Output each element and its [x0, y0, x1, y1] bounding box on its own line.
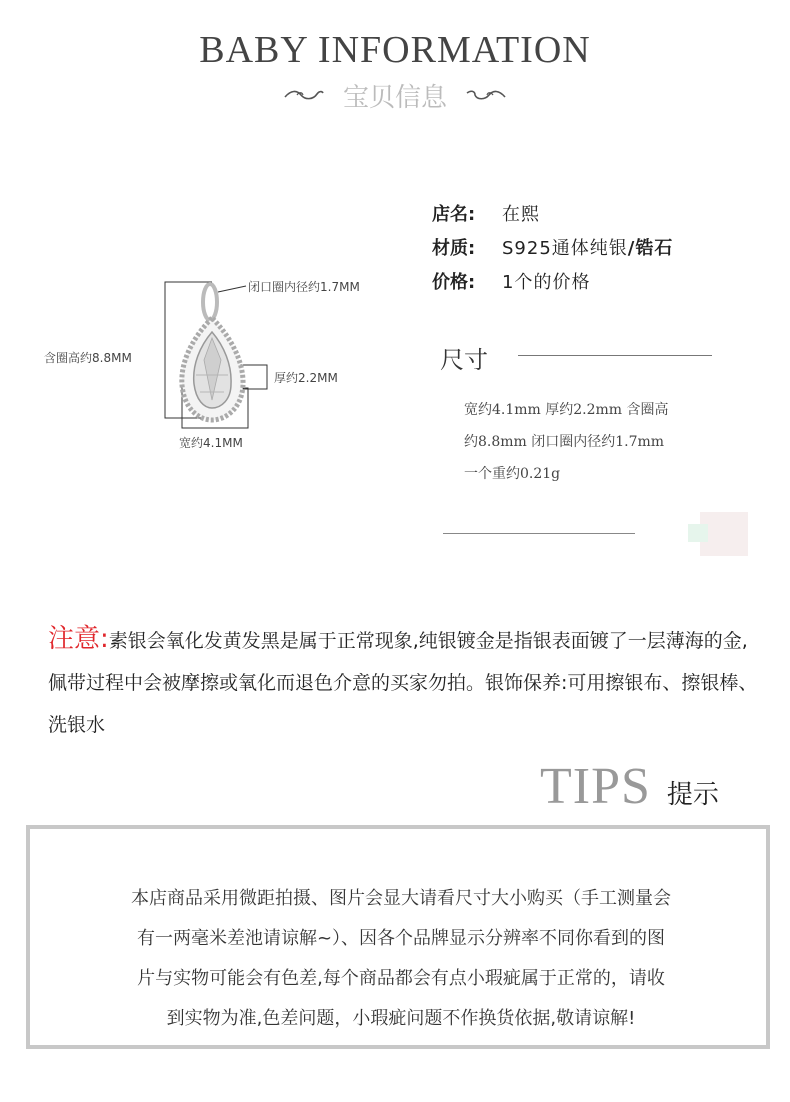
tips-line-1: 本店商品采用微距拍摄、图片会显大请看尺寸大小购买（手工测量会 — [131, 888, 671, 909]
tips-title: TIPS — [540, 758, 651, 815]
price-key: 价格: — [432, 272, 476, 293]
price-row — [432, 266, 673, 300]
shop-key: 店名: — [432, 204, 476, 225]
material-value-bold: /锆石 — [627, 238, 674, 259]
right-swirl-icon — [465, 88, 507, 102]
tips-line-4: 到实物为准,色差问题，小瑕疵问题不作换货依据,敬请谅解! — [166, 1008, 636, 1029]
size-line-2: 约8.8mm 闭口圈内径约1.7mm — [464, 434, 665, 450]
left-swirl-icon — [283, 88, 325, 102]
material-row — [432, 232, 673, 266]
subtitle-row — [0, 78, 790, 112]
size-heading: 尺寸 — [440, 346, 488, 374]
size-line-1: 宽约4.1mm 厚约2.2mm 含圈高 — [464, 402, 669, 418]
inner-diameter-label: 闭口圈内径约1.7MM — [248, 280, 360, 294]
size-details — [464, 394, 719, 490]
material-key: 材质: — [432, 238, 476, 259]
size-bottom-divider — [443, 533, 635, 534]
tips-line-3: 片与实物可能会有色差,每个商品都会有点小瑕疵属于正常的，请收 — [137, 968, 665, 989]
notice-label: 注意: — [48, 624, 109, 654]
page-title: BABY INFORMATION — [199, 29, 591, 71]
tips-text — [70, 879, 732, 1039]
shop-value: 在熙 — [502, 204, 540, 225]
width-label: 宽约4.1MM — [179, 436, 243, 450]
product-info — [432, 198, 673, 300]
tips-box — [26, 825, 770, 1049]
tips-title-cn: 提示 — [666, 780, 719, 810]
price-value: 1个的价格 — [502, 272, 591, 293]
material-value: S925通体纯银 — [502, 238, 628, 259]
notice-text: 素银会氧化发黄发黑是属于正常现象,纯银镀金是指银表面镀了一层薄海的金,佩带过程中会被摩擦或氧化而退色介意的买家勿拍。银饰保养:可用擦银布、擦银棒、洗银水 — [48, 630, 758, 736]
tips-line-2: 有一两毫米差池请谅解~）、因各个品牌显示分辨率不同你看到的图 — [136, 928, 666, 949]
thickness-label: 厚约2.2MM — [274, 371, 338, 385]
height-label: 含圈高约8.8MM — [44, 351, 132, 365]
shop-row — [432, 198, 673, 232]
tips-heading — [540, 757, 719, 816]
product-diagram — [0, 250, 420, 470]
size-divider — [518, 355, 712, 356]
size-line-3: 一个重约0.21g — [464, 466, 561, 482]
decorative-block-small — [688, 524, 708, 542]
notice-paragraph — [48, 618, 760, 746]
page-subtitle: 宝贝信息 — [342, 82, 447, 113]
